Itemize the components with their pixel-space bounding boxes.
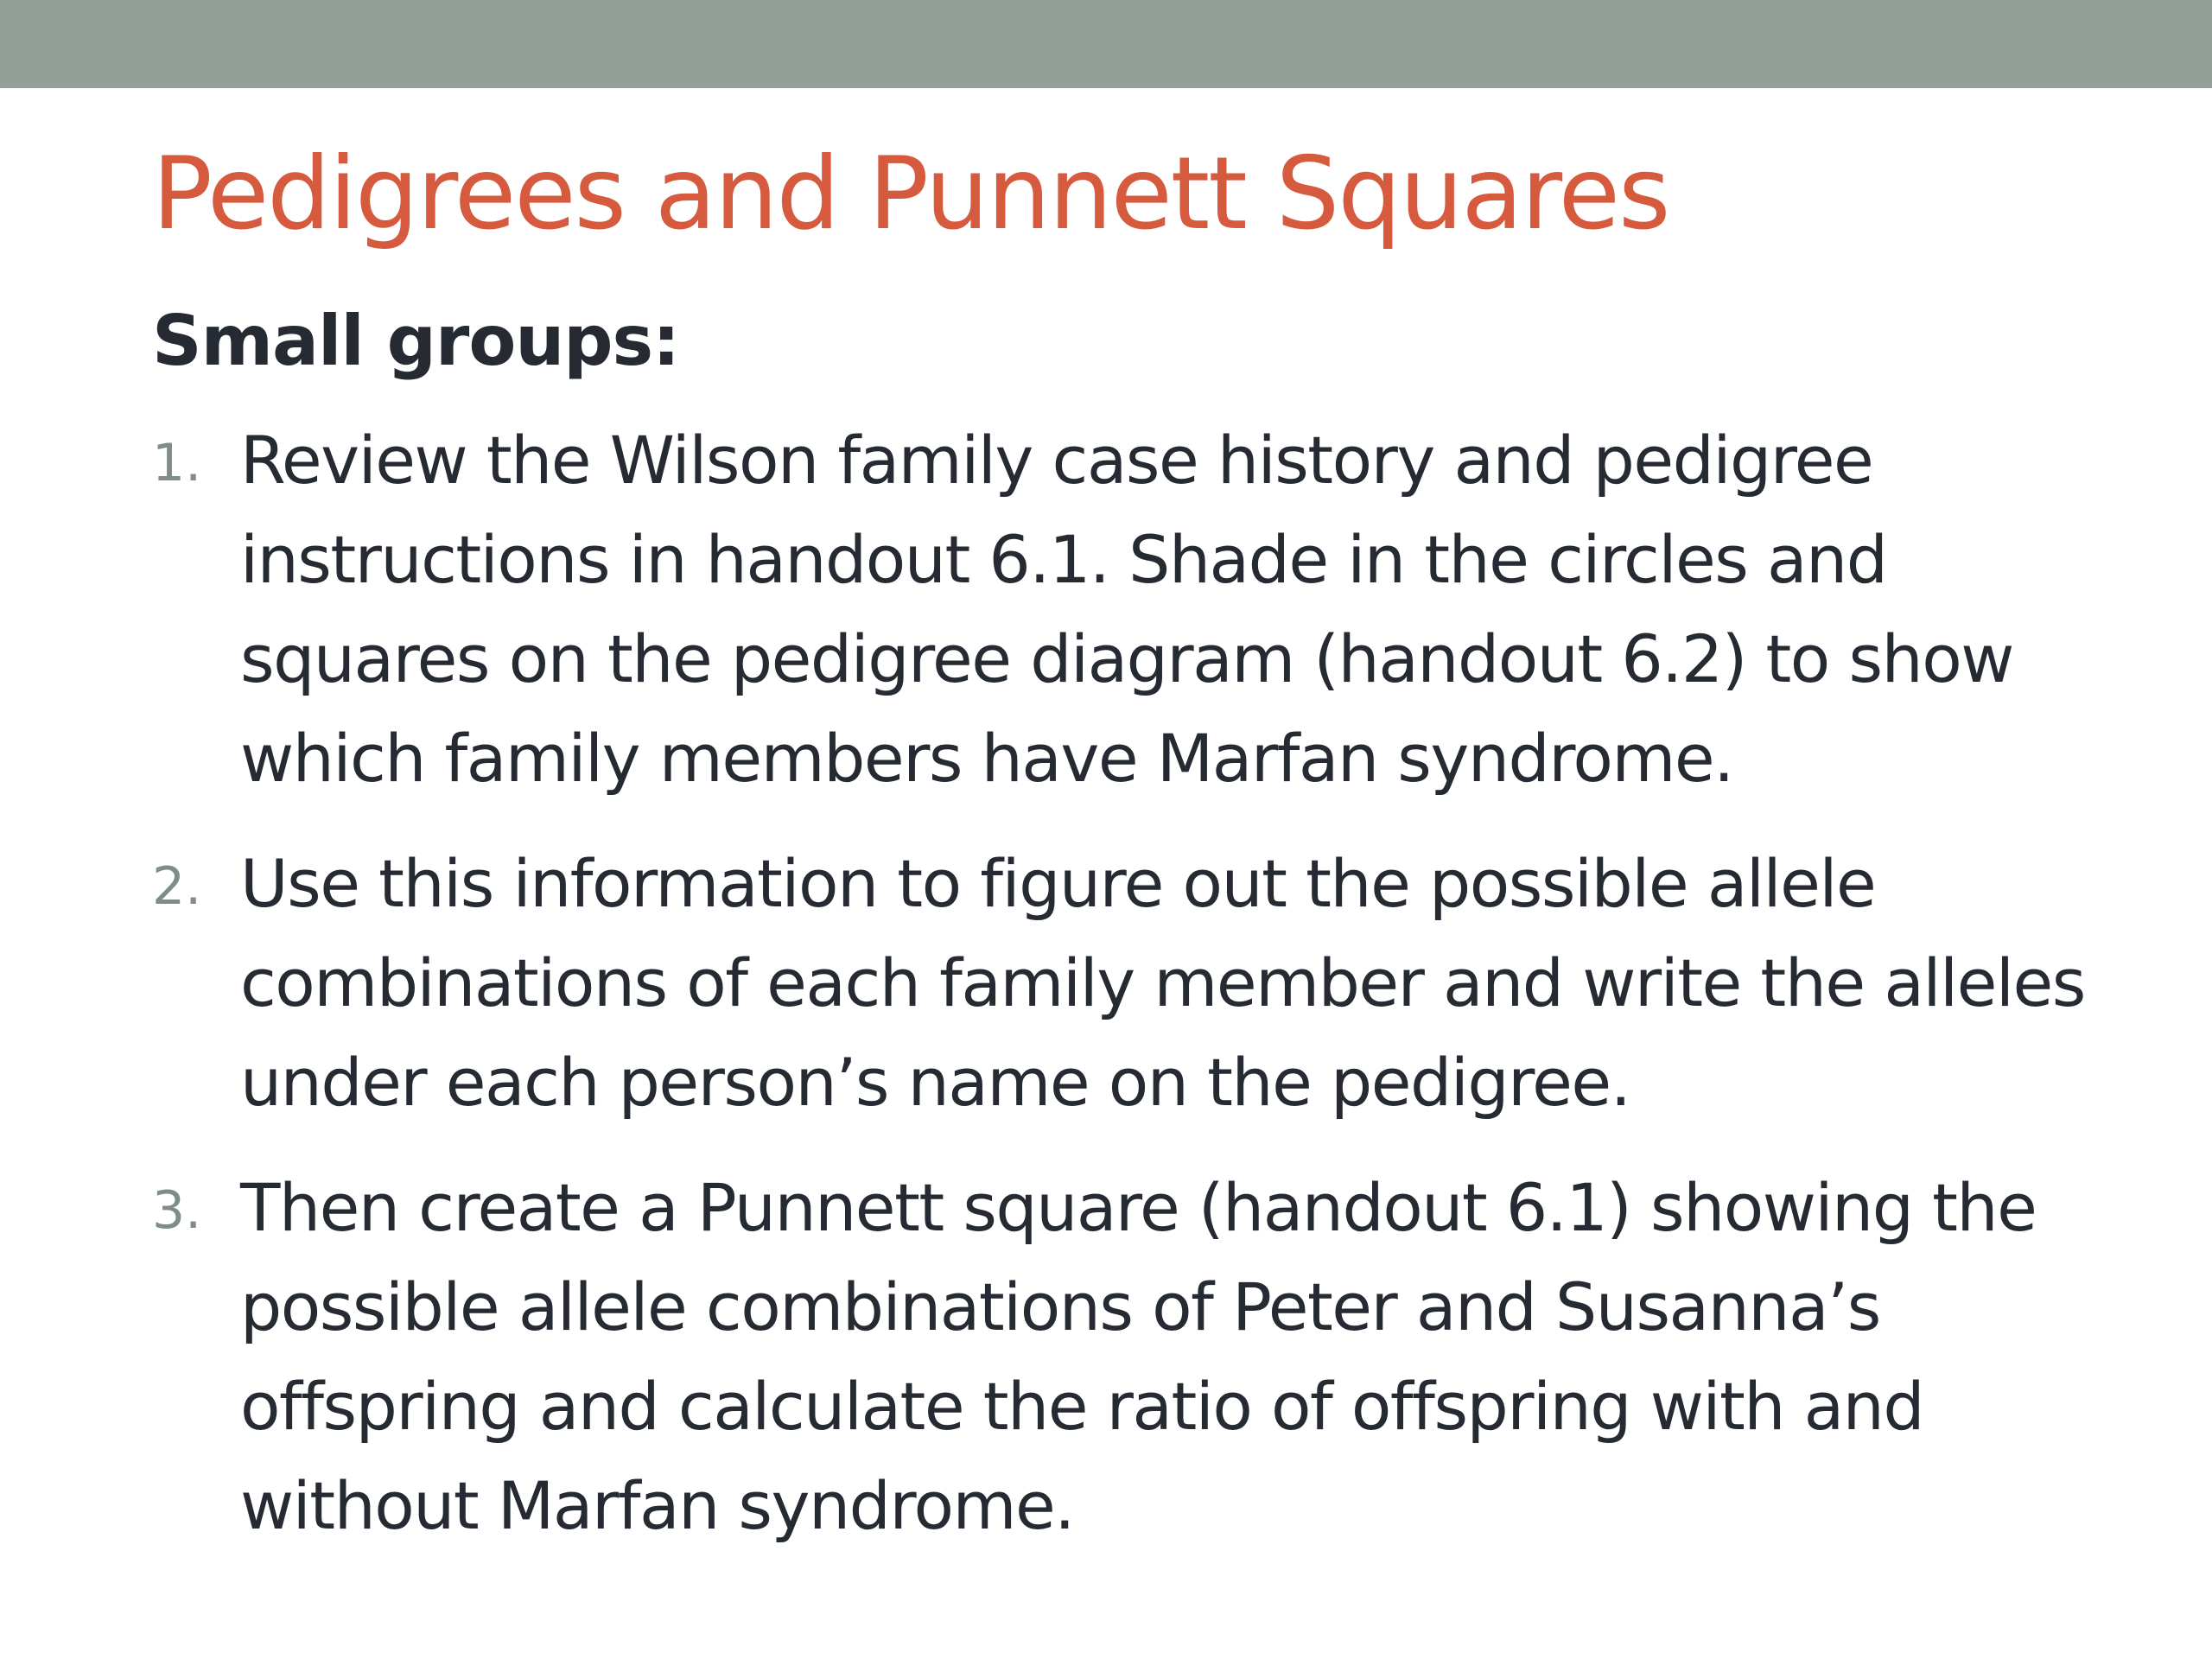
instruction-item-2 — [152, 834, 2139, 1132]
step-number: 3. — [152, 1180, 202, 1241]
step-text: Then create a Punnett square (handout 6.1) showing the possible allele combinations of Peter and Susanna’s offspring and calculate the ratio of offspring with and without Marfan syndrome. — [240, 1169, 2037, 1544]
step-text: Review the Wilson family case history and pedigree instructions in handout 6.1. Shade in the circles and squares on the pedigree diagram (handout 6.2) to show which family members have Marfan syndrome. — [240, 422, 2013, 797]
step-text: Use this information to figure out the possible allele combinations of each family member and write the alleles under each person’s name on the pedigree. — [240, 845, 2085, 1121]
step-number: 2. — [152, 856, 202, 917]
step-number: 1. — [152, 433, 202, 493]
top-accent-bar — [0, 0, 2212, 88]
instruction-item-3 — [152, 1158, 2139, 1555]
instruction-list — [152, 410, 2139, 1581]
slide-subheading: Small groups: — [152, 301, 680, 381]
instruction-item-1 — [152, 410, 2139, 808]
slide-title: Pedigrees and Punnett Squares — [152, 136, 1669, 252]
